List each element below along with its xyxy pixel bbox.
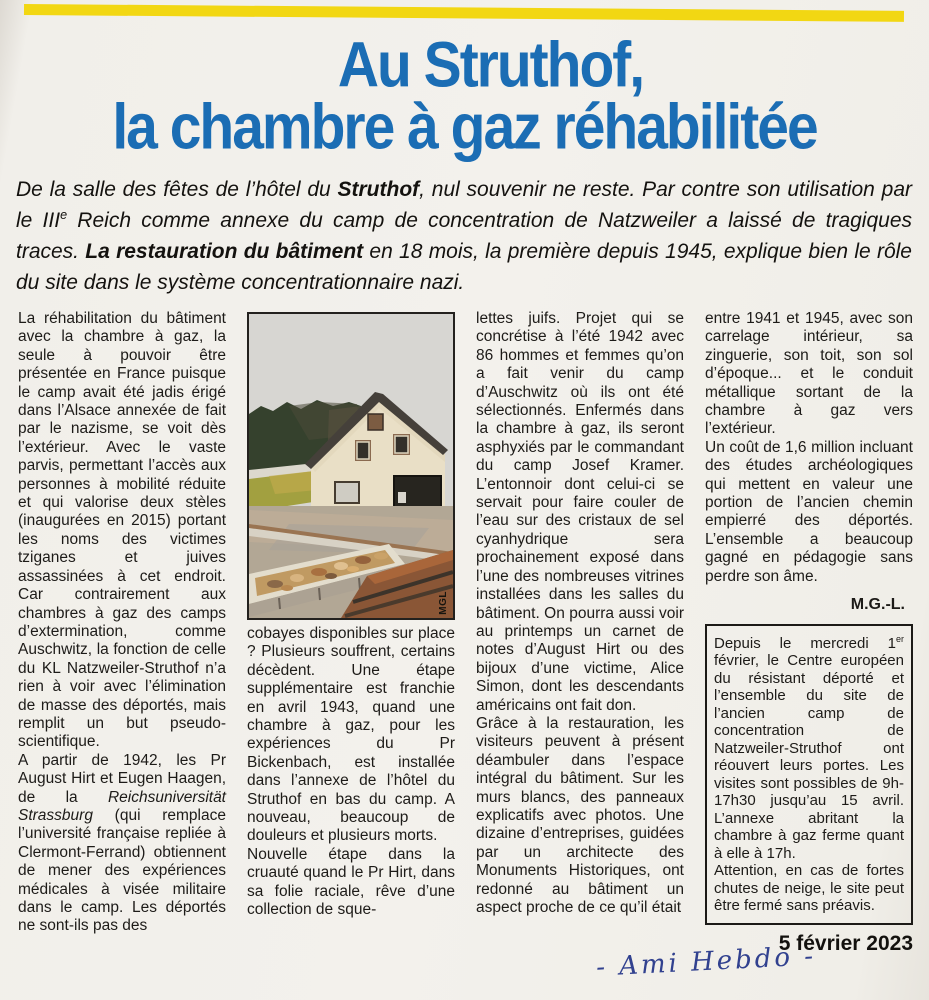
lead-paragraph bbox=[16, 174, 912, 298]
lead-bold-struthof: Struthof bbox=[337, 178, 420, 201]
photo-attic-window bbox=[368, 414, 383, 430]
lead-bold-restauration: La restauration du bâtiment bbox=[85, 240, 364, 263]
publication-date: 5 février 2023 bbox=[778, 932, 913, 955]
body-paragraph: cobayes disponibles sur place ? Plusieurs souffrent, certains décèdent. Une étape supplémentaire est franchie en avril 1943, quand une chambre à gaz, pour les expériences du Pr Bickenbach, est installée dans l’annexe de l’hôtel du Struthof en bas du camp. A nouveau, beaucoup de douleurs et plusieurs morts. bbox=[247, 625, 455, 845]
lead-superscript: e bbox=[60, 208, 68, 222]
photo-door-sign bbox=[398, 492, 406, 503]
article-title bbox=[8, 28, 921, 164]
infobox-segment: Depuis le mercredi 1 bbox=[714, 634, 896, 652]
photo-illustration bbox=[249, 314, 453, 618]
top-yellow-bar bbox=[24, 4, 904, 22]
photo-credit: MGL bbox=[437, 591, 449, 615]
visitor-info-box bbox=[705, 624, 913, 925]
author-initials: M.G.-L. bbox=[850, 596, 905, 614]
infobox-paragraph: Attention, en cas de fortes chutes de neige, le site peut être fermé sans préavis. bbox=[714, 862, 904, 914]
body-italic-reichsuniversitaet: Reichsuniversität Strassburg bbox=[18, 788, 226, 824]
body-paragraph: lettes juifs. Projet qui se concrétise à l’été 1942 avec 86 hommes et femmes qu’on a fait venir du camp d’Auschwitz où ils ont été sélectionnés. Enfermés dans la chambre à gaz, ils seront asphyxiés par le commandant du camp Josef Kramer. L’entonnoir dont celui-ci se servait pour faire couler de l’eau sur des cristaux de sel cyanhydrique sera prochainement exposé dans l’une des nombreuses vitrines installées dans les salles du bâtiment. On pourra aussi voir au printemps un carnet de notes d’August Hirt ou des bijoux d’une victime, Alice Simon, dont les descendants américains ont fait don. bbox=[476, 310, 684, 714]
column-2 bbox=[247, 310, 455, 936]
infobox-paragraph bbox=[714, 635, 904, 863]
article-photo bbox=[247, 312, 455, 620]
body-segment: (qui remplace l’université française repliée à Clermont-Ferrand) obtiennent de mener des expériences médicales à visée militaire dans le camp. Les déportés ne sont-ils pas des bbox=[18, 806, 226, 935]
title-line-1: Au Struthof, bbox=[337, 28, 644, 102]
body-paragraph bbox=[18, 752, 226, 936]
body-segment: A partir de 1942, les Pr August Hirt et Eugen Haagen, de la bbox=[18, 751, 226, 806]
body-paragraph: Un coût de 1,6 million incluant des études archéologiques qui mettent en valeur une portion de l’ancien chemin empierré des déportés. L’ensemble a beaucoup gagné en pédagogie sans perdre son âme. bbox=[705, 438, 913, 585]
body-paragraph: Nouvelle étape dans la cruauté quand le Pr Hirt, dans sa folie raciale, rêve d’une collection de sque- bbox=[247, 845, 455, 919]
lead-segment: en 18 mois, la première depuis 1945, explique bien le rôle du site dans le système concentrationnaire nazi. bbox=[16, 240, 912, 294]
body-paragraph: La réhabilitation du bâtiment avec la chambre à gaz, la seule à pouvoir être présentée en France puisque le camp avait été jadis érigé dans l’Alsace annexée de fait par le nazisme, se voit dès l’extérieur. Avec le vaste parvis, permettant l’accès aux personnes à mobilité réduite et qui valorise deux stèles (inaugurées en 2015) portant les noms des victimes tziganes et juives assassinées à cet endroit. Car contrairement aux chambres à gaz des camps d’extermination, comme Auschwitz, la fonction de celle du KL Natzweiler-Struthof n’a rien à voir avec l’élimination de masse des déportés, mais remplit un but pseudo-scientifique. bbox=[18, 310, 226, 751]
title-line-2: la chambre à gaz réhabilitée bbox=[112, 90, 817, 164]
infobox-segment: février, le Centre européen du résistant déporté et l’ensemble du site de l’ancien camp de concentration de Natzweiler-Struthof ont réouvert leurs portes. Les visites sont possibles de 9h-17h30 jusqu’au 15 avril. L’annexe abritant la chambre à gaz ferme quant à elle à 17h. bbox=[714, 652, 904, 862]
infobox-superscript: er bbox=[895, 633, 904, 644]
photo-lower-window bbox=[335, 482, 359, 503]
handwritten-source-note: - Ami Hebdo - bbox=[595, 941, 817, 983]
lead-segment: , nul souvenir ne reste. Par contre son utilisation par le III bbox=[16, 178, 912, 232]
body-paragraph: Grâce à la restauration, les visiteurs peuvent à présent déambuler dans l’espace intégral du bâtiment. Sur les murs blancs, des panneaux explicatifs avec photos. Une dizaine d’entreprises, guidées par un architecte des Monuments Historiques, ont redonné au bâtiment un aspect proche de ce qu’il était bbox=[476, 714, 684, 916]
column-4 bbox=[705, 310, 913, 936]
body-paragraph: entre 1941 et 1945, avec son carrelage intérieur, sa zinguerie, son toit, son sol d’époque... et le conduit métallique sortant de la chambre à gaz vers l’extérieur. bbox=[705, 310, 913, 438]
lead-segment: De la salle des fêtes de l’hôtel du bbox=[16, 178, 338, 201]
lead-segment: Reich comme annexe du camp de concentration de Natzweiler a laissé de tragiques traces. bbox=[16, 209, 913, 263]
column-3 bbox=[476, 310, 684, 936]
article-columns bbox=[18, 310, 913, 936]
column-1 bbox=[18, 310, 226, 936]
